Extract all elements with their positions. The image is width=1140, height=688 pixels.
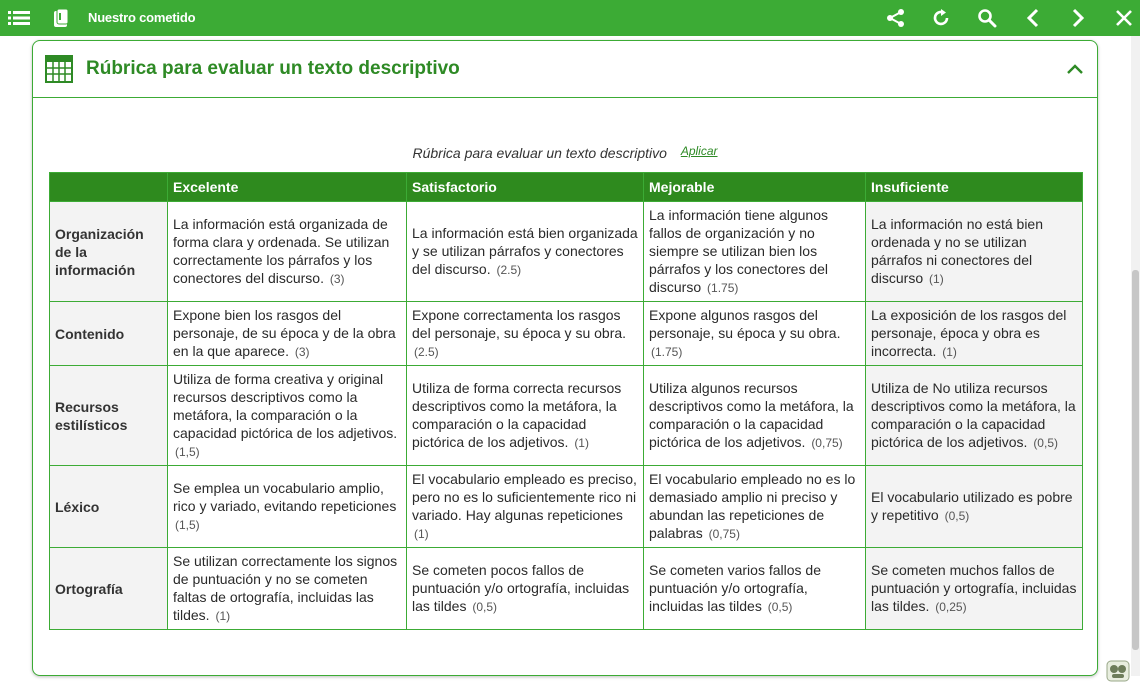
cell-text: Utiliza de forma correcta recursos descriptivos como la metáfora, la comparación o la capacidad pictórica de los adjetivos. [412,380,622,450]
search-icon[interactable] [975,0,999,36]
row-criterion: Ortografía [50,548,168,630]
rubric-card [32,40,1098,676]
table-cell [866,302,1083,366]
cell-text: Expone algunos rasgos del personaje, su época y su obra. [649,307,841,341]
cell-score: (0,5) [472,600,498,614]
cell-score: (3) [294,345,310,359]
table-cell [168,466,407,548]
apply-link[interactable]: Aplicar [680,144,718,158]
cell-score: (0,25) [935,600,967,614]
table-cell [644,202,866,302]
row-criterion: Recursos estilísticos [50,366,168,466]
cell-text: Se cometen muchos fallos de puntuación y ortografía, incluidas las tildes. [871,562,1077,614]
table-cell [168,202,407,302]
cell-score: (1.75) [651,345,683,359]
table-cell [866,202,1083,302]
table-cell [644,366,866,466]
cell-score: (0,5) [767,600,793,614]
table-row [50,302,1083,366]
row-criterion: Léxico [50,466,168,548]
table-cell [866,366,1083,466]
header-empty [50,173,168,202]
cell-score: (1) [929,272,944,286]
cell-text: La información está bien organizada y se utilizan párrafos y conectores del discurso. [412,225,638,277]
cell-text: Se emplea un vocabulario amplio, rico y variado, evitando repeticiones [173,480,397,514]
cell-score: (2.5) [414,345,439,359]
menu-list-icon[interactable] [6,0,32,36]
cell-text: El vocabulario empleado no es lo demasiado amplio ni preciso y abundan las repeticiones de palabras [649,471,856,541]
cell-score: (1) [215,609,231,623]
cell-text: La exposición de los rasgos del personaje, época y obra es incorrecta. [871,307,1067,359]
row-criterion: Organización de la información [50,202,168,302]
caption-text: Rúbrica para evaluar un texto descriptivo [412,145,667,161]
table-row [50,366,1083,466]
cell-score: (1) [574,436,589,450]
cell-score: (1) [414,527,429,541]
scrollbar-thumb[interactable] [1132,270,1139,650]
cell-text: Utiliza de forma creativa y original recursos descriptivos como la metáfora, la comparación o la capacidad pictórica de los adjetivos. [173,371,398,441]
cell-text: El vocabulario utilizado es pobre y repetitivo [871,489,1073,523]
cell-score: (0,75) [811,436,843,450]
table-cell [168,548,407,630]
cell-text: Utiliza algunos recursos descriptivos como la metáfora, la comparación o la capacidad pictórica de los adjetivos. [649,380,854,450]
chevron-left-icon[interactable] [1021,0,1045,36]
cell-score: (1,5) [175,518,200,532]
close-icon[interactable] [1112,0,1136,36]
table-cell [168,366,407,466]
table-cell [644,302,866,366]
cell-text: Se cometen varios fallos de puntuación y/o ortografía, incluidas las tildes [649,562,821,614]
cell-text: Se cometen pocos fallos de puntuación y/o ortografía, incluidas las tildes [412,562,630,614]
assistant-icon[interactable] [1106,660,1130,682]
table-cell [644,466,866,548]
cell-text: El vocabulario empleado es preciso, pero no es lo suficientemente rico ni variado. Hay algunas repeticiones [412,471,637,523]
card-title: Rúbrica para evaluar un texto descriptivo [86,58,460,79]
table-row [50,202,1083,302]
cell-score: (0,5) [944,509,970,523]
refresh-icon[interactable] [929,0,953,36]
cell-text: La información no está bien ordenada y no se utilizan párrafos ni conectores del discurso [871,216,1043,286]
app-title: Nuestro cometido [88,10,196,25]
table-cell [407,366,644,466]
share-icon[interactable] [884,0,908,36]
table-row [50,466,1083,548]
table-cell [407,466,644,548]
cell-score: (0,5) [1033,436,1058,450]
table-cell [866,466,1083,548]
chevron-up-icon[interactable] [1063,57,1087,81]
cell-score: (1.75) [707,281,739,295]
cell-score: (3) [329,272,345,286]
table-cell [407,548,644,630]
chevron-right-icon[interactable] [1066,0,1090,36]
table-cell [644,548,866,630]
header-excelente: Excelente [168,173,407,202]
table-header-row [50,173,1083,202]
table-cell [168,302,407,366]
cell-score: (1,5) [175,445,200,459]
cell-score: (2.5) [496,263,522,277]
header-mejorable: Mejorable [644,173,866,202]
card-header[interactable] [33,41,1097,98]
cell-text: La información tiene algunos fallos de organización y no siempre se utilizan bien los párrafos y los conectores del discurso [649,207,829,295]
cell-text: La información está organizada de forma clara y ordenada. Se utilizan correctamente los párrafos y los conectores del discurso. [173,216,390,286]
header-insuficiente: Insuficiente [866,173,1083,202]
table-caption [33,145,1097,161]
table-cell [866,548,1083,630]
cell-text: Utiliza de No utiliza recursos descriptivos como la metáfora, la comparación o la capacidad pictórica de los adjetivos. [871,380,1076,450]
cell-text: Se utilizan correctamente los signos de puntuación y no se cometen faltas de ortografía, incluidas las tildes. [173,553,398,623]
cell-score: (0,75) [708,527,740,541]
table-cell [407,202,644,302]
top-bar [0,0,1140,36]
book-icon[interactable] [50,0,72,36]
row-criterion: Contenido [50,302,168,366]
header-satisfactorio: Satisfactorio [407,173,644,202]
rubric-table [49,172,1083,630]
cell-score: (1) [942,345,957,359]
cell-text: Expone bien los rasgos del personaje, de su época y de la obra en la que aparece. [173,307,396,359]
cell-text: Expone correctamenta los rasgos del personaje, su época y su obra. [412,307,627,341]
table-cell [407,302,644,366]
table-icon [45,55,73,88]
table-row [50,548,1083,630]
